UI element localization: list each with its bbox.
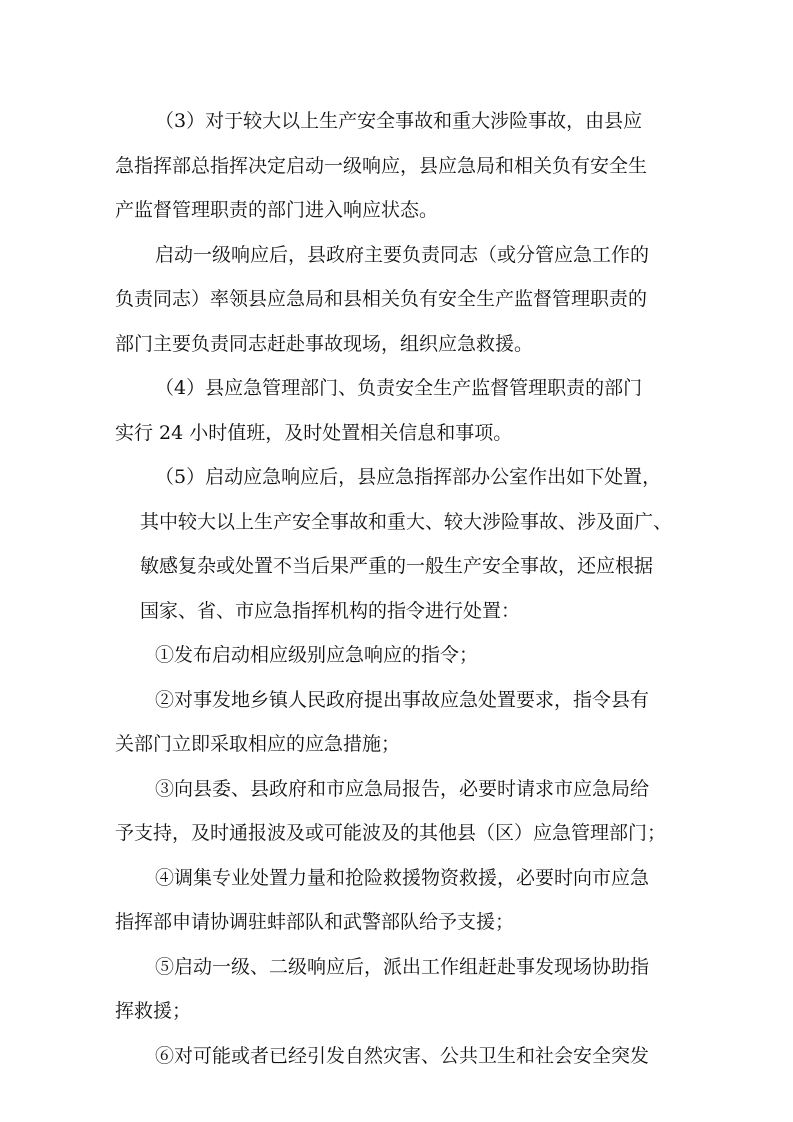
list-item-4-line-2: 指挥部申请协调驻蚌部队和武警部队给予支援； [115,911,515,933]
paragraph-activation-line-2: 负责同志）率领县应急局和县相关负有安全生产监督管理职责的 [115,288,648,310]
list-item-6-line-1: ⑥对可能或者已经引发自然灾害、公共卫生和社会安全突发 [155,1045,650,1067]
list-item-5-line-2: 挥救援； [115,1000,192,1022]
list-item-1-line-1: ①发布启动相应级别应急响应的指令； [155,644,479,666]
list-item-4-line-1: ④调集专业处置力量和抢险救援物资救援，必要时向市应急 [155,867,650,889]
paragraph-4-line-1: （4）县应急管理部门、负责安全生产监督管理职责的部门 [155,377,643,399]
paragraph-4-line-2: 实行 24 小时值班，及时处置相关信息和事项。 [115,422,513,444]
paragraph-3-line-3: 产监督管理职责的部门进入响应状态。 [115,199,439,221]
list-item-2-line-2: 关部门立即采取相应的应急措施； [115,733,401,755]
paragraph-activation-line-3: 部门主要负责同志赶赴事故现场，组织应急救援。 [115,333,534,355]
paragraph-5-line-1: （5）启动应急响应后，县应急指挥部办公室作出如下处置， [155,466,662,488]
list-item-2-line-1: ②对事发地乡镇人民政府提出事故应急处置要求，指令县有 [155,689,650,711]
paragraph-5-line-3: 敏感复杂或处置不当后果严重的一般生产安全事故，还应根据 [140,555,654,577]
paragraph-activation-line-1: 启动一级响应后，县政府主要负责同志（或分管应急工作的 [155,244,650,266]
list-item-3-line-2: 予支持，及时通报波及或可能波及的其他县（区）应急管理部门； [115,822,667,844]
list-item-5-line-1: ⑤启动一级、二级响应后，派出工作组赶赴事发现场协助指 [155,956,650,978]
paragraph-3-line-1: （3）对于较大以上生产安全事故和重大涉险事故，由县应 [155,110,643,132]
paragraph-5-line-2: 其中较大以上生产安全事故和重大、较大涉险事故、涉及面广、 [140,511,673,533]
paragraph-3-line-2: 急指挥部总指挥决定启动一级响应，县应急局和相关负有安全生 [115,155,648,177]
paragraph-5-line-4: 国家、省、市应急指挥机构的指令进行处置： [140,600,521,622]
list-item-3-line-1: ③向县委、县政府和市应急局报告，必要时请求市应急局给 [155,778,650,800]
